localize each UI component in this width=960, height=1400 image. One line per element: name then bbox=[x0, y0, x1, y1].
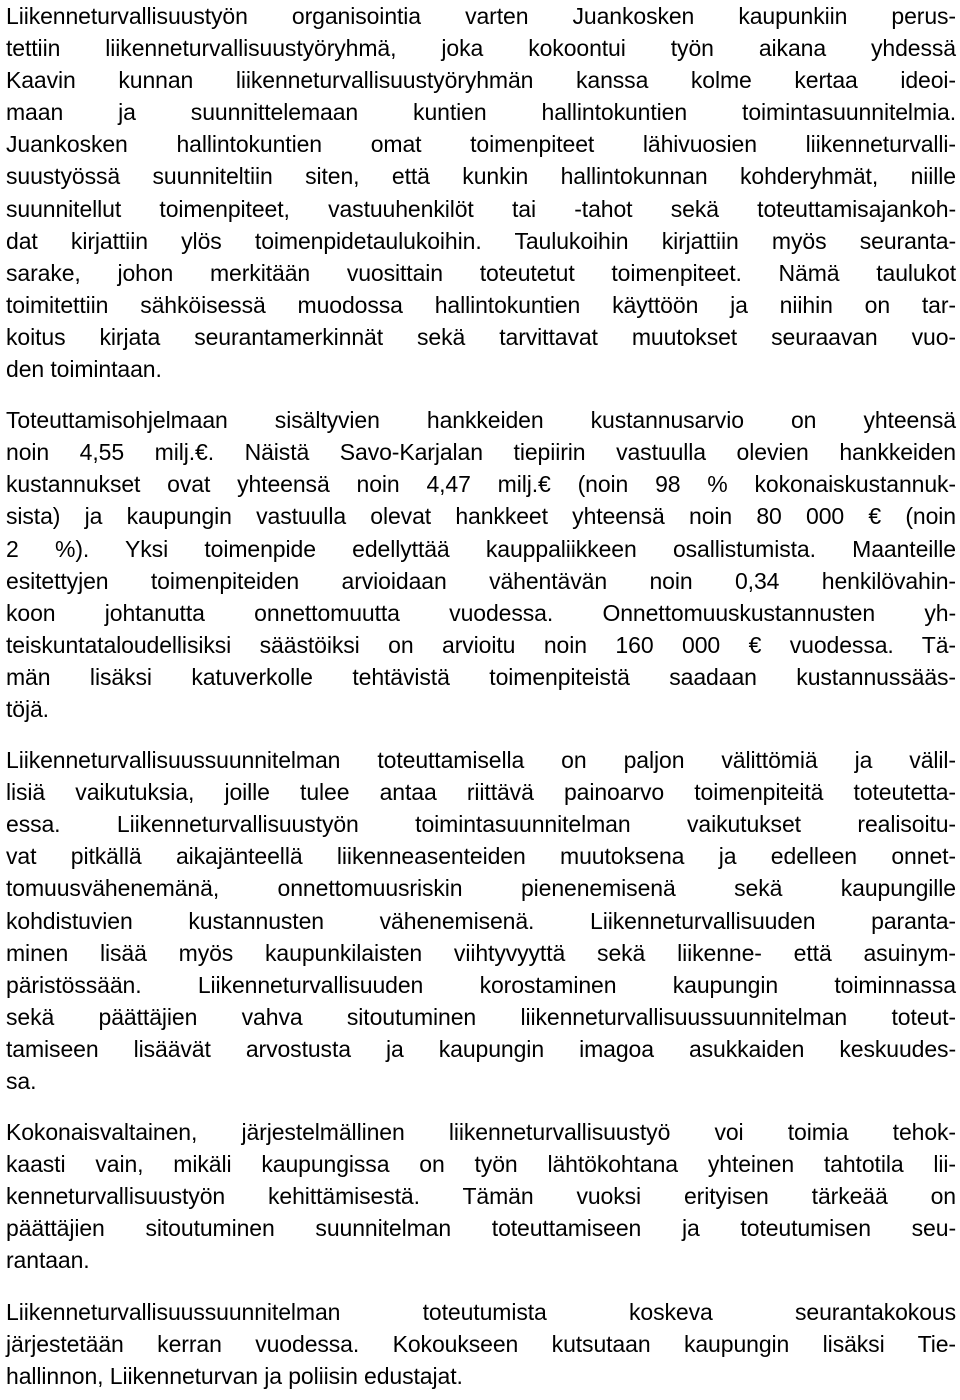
text-line: tettiin liikenneturvallisuustyöryhmä, joka kokoontui työn aikana yhdessä bbox=[6, 35, 956, 62]
text-line: esitettyjen toimenpiteiden arvioidaan vähentävän noin 0,34 henkilövahin- bbox=[6, 567, 956, 594]
text-line: dat kirjattiin ylös toimenpidetaulukoihin. Taulukoihin kirjattiin myös seuranta- bbox=[6, 227, 956, 254]
text-line: tamiseen lisäävät arvostusta ja kaupungin imagoa asukkaiden keskuudes- bbox=[6, 1035, 956, 1062]
paragraph-costs bbox=[6, 404, 956, 725]
text-line: koitus kirjata seurantamerkinnät sekä tarvittavat muutokset seuraavan vuo- bbox=[6, 323, 956, 350]
text-line: minen lisää myös kaupunkilaisten viihtyvyyttä sekä liikenne- että asuinym- bbox=[6, 939, 956, 966]
paragraph-impacts bbox=[6, 744, 956, 1097]
text-line: Juankosken hallintokuntien omat toimenpiteet lähivuosien liikenneturvalli- bbox=[6, 131, 956, 158]
text-line: koon johtanutta onnettomuutta vuodessa. Onnettomuuskustannusten yh- bbox=[6, 599, 956, 626]
document-page bbox=[6, 0, 956, 1392]
text-line: töjä. bbox=[6, 695, 49, 722]
text-line: teiskuntataloudellisiksi säästöiksi on arvioitu noin 160 000 € vuodessa. Tä- bbox=[6, 631, 956, 658]
paragraph-follow-up bbox=[6, 1296, 956, 1392]
text-line: maan ja suunnittelemaan kuntien hallintokuntien toimintasuunnitelmia. bbox=[6, 99, 956, 126]
text-line: Toteuttamisohjelmaan sisältyvien hankkeiden kustannusarvio on yhteensä bbox=[6, 407, 956, 434]
text-line: sarake, johon merkitään vuosittain toteutetut toimenpiteet. Nämä taulukot bbox=[6, 259, 956, 286]
text-line: tomuusvähenemänä, onnettomuusriskin pienenemisenä sekä kaupungille bbox=[6, 875, 956, 902]
text-line: rantaan. bbox=[6, 1247, 90, 1274]
text-line: Kaavin kunnan liikenneturvallisuustyöryhmän kanssa kolme kertaa ideoi- bbox=[6, 67, 956, 94]
text-line: män lisäksi katuverkolle tehtävistä toimenpiteistä saadaan kustannussääs- bbox=[6, 663, 956, 690]
text-line: noin 4,55 milj.€. Näistä Savo-Karjalan tiepiirin vastuulla olevien hankkeiden bbox=[6, 439, 956, 466]
text-line: suustyössä suunniteltiin siten, että kunkin hallintokunnan kohderyhmät, niille bbox=[6, 163, 956, 190]
text-line: järjestetään kerran vuodessa. Kokoukseen kutsutaan kaupungin lisäksi Tie- bbox=[6, 1330, 956, 1357]
text-line: den toimintaan. bbox=[6, 356, 162, 383]
paragraph-organisation bbox=[6, 0, 956, 385]
text-line: kohdistuvien kustannusten vähenemisenä. Liikenneturvallisuuden paranta- bbox=[6, 907, 956, 934]
text-line: kustannukset ovat yhteensä noin 4,47 milj.€ (noin 98 % kokonaiskustannuk- bbox=[6, 471, 956, 498]
text-line: hallinnon, Liikenneturvan ja poliisin edustajat. bbox=[6, 1362, 463, 1389]
text-line: sekä päättäjien vahva sitoutuminen liikenneturvallisuussuunnitelman toteut- bbox=[6, 1003, 956, 1030]
text-line: Liikenneturvallisuussuunnitelman toteutumista koskeva seurantakokous bbox=[6, 1298, 956, 1325]
text-line: Liikenneturvallisuustyön organisointia varten Juankosken kaupunkiin perus- bbox=[6, 3, 956, 29]
text-line: kenneturvallisuustyön kehittämisestä. Tämän vuoksi erityisen tärkeää on bbox=[6, 1183, 956, 1210]
text-line: päristössään. Liikenneturvallisuuden korostaminen kaupungin toiminnassa bbox=[6, 971, 956, 998]
text-line: lisiä vaikutuksia, joille tulee antaa riittävä painoarvo toimenpiteitä toteutetta- bbox=[6, 779, 956, 806]
text-line: toimitettiin sähköisessä muodossa hallintokuntien käyttöön ja niihin on tar- bbox=[6, 291, 956, 318]
text-line: sista) ja kaupungin vastuulla olevat hankkeet yhteensä noin 80 000 € (noin bbox=[6, 503, 956, 530]
text-line: sa. bbox=[6, 1068, 37, 1094]
text-line: 2 %). Yksi toimenpide edellyttää kauppaliikkeen osallistumista. Maanteille bbox=[6, 535, 956, 562]
text-line: suunnitellut toimenpiteet, vastuuhenkilöt tai -tahot sekä toteuttamisajankoh- bbox=[6, 195, 956, 222]
text-line: Kokonaisvaltainen, järjestelmällinen liikenneturvallisuustyö voi toimia tehok- bbox=[6, 1119, 956, 1146]
text-line: päättäjien sitoutuminen suunnitelman toteuttamiseen ja toteutumisen seu- bbox=[6, 1215, 956, 1242]
text-line: Liikenneturvallisuussuunnitelman toteuttamisella on paljon välittömiä ja välil- bbox=[6, 747, 956, 774]
text-line: essa. Liikenneturvallisuustyön toimintasuunnitelman vaikutukset realisoitu- bbox=[6, 811, 956, 838]
text-line: vat pitkällä aikajänteellä liikenneasenteiden muutoksena ja edelleen onnet- bbox=[6, 843, 956, 870]
paragraph-commitment bbox=[6, 1116, 956, 1276]
text-line: kaasti vain, mikäli kaupungissa on työn lähtökohtana yhteinen tahtotila lii- bbox=[6, 1151, 956, 1178]
